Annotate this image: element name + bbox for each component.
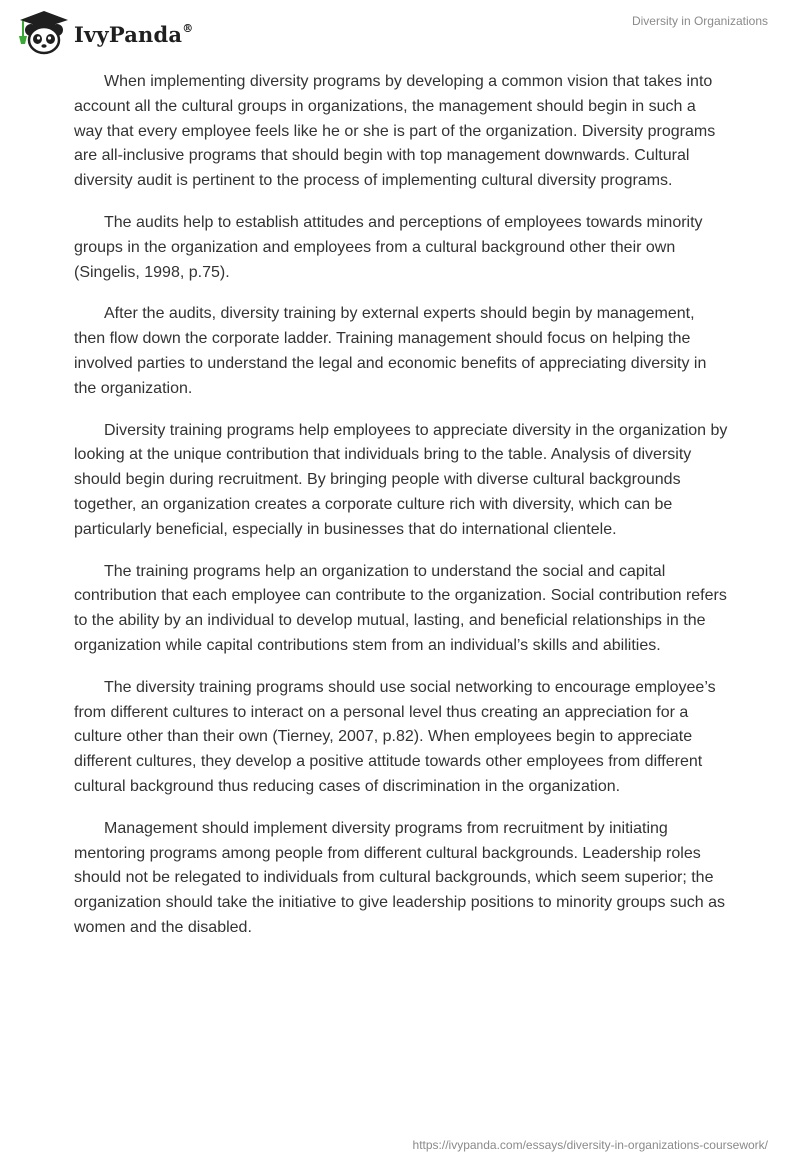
paragraph: The audits help to establish attitudes and perceptions of employees towards minority groups in the organization and employees from a cultural background other their own (Singelis, 1998, p.75). [74, 213, 703, 281]
ivypanda-logo[interactable] [14, 8, 193, 56]
paragraph: The training programs help an organization to understand the social and capital contribution that each employee can contribute to the organization. Social contribution refers to the ability by an individual to develop mutual, lasting, and beneficial relationships in the organization while capital contributions stem from an individual’s skills and abilities. [74, 562, 727, 654]
document-title: Diversity in Organizations [631, 14, 768, 28]
paragraph: Management should implement diversity programs from recruitment by initiating mentoring programs among people from different cultural backgrounds. Leadership roles should not be relegated to individuals from cultural backgrounds, which seem superior; the organization should take the initiative to give leadership positions to minority groups such as women and the disabled. [74, 819, 726, 936]
source-url[interactable]: https://ivypanda.com/essays/diversity-in-organizations-coursework/ [412, 1138, 768, 1152]
logo-wordmark [74, 22, 193, 47]
essay-body [74, 70, 728, 958]
paragraph: When implementing diversity programs by developing a common vision that takes into account all the cultural groups in organizations, the management should begin in such a way that every employee feels like he or she is part of the organization. Diversity programs are all-inclusive programs that should begin with top management downwards. Cultural diversity audit is pertinent to the process of implementing cultural diversity programs. [74, 73, 716, 190]
paragraph: After the audits, diversity training by external experts should begin by management, then flow down the corporate ladder. Training management should focus on helping the involved parties to understand the legal and economic benefits of appreciating diversity in the organization. [74, 305, 707, 397]
page-header [0, 0, 800, 64]
logo-name: IvyPanda [74, 21, 183, 47]
registered-mark: ® [182, 21, 194, 35]
paragraph: Diversity training programs help employees to appreciate diversity in the organization by looking at the unique contribution that individuals bring to the table. Analysis of diversity should begin during recruitment. By bringing people with diverse cultural backgrounds together, an organization creates a corporate culture rich with diversity, which can be particularly beneficial, especially in businesses that do international clientele. [74, 421, 728, 538]
paragraph: The diversity training programs should use social networking to encourage employee’s from different cultures to interact on a personal level thus creating an appreciation for a culture other than their own (Tierney, 2007, p.82). When employees begin to appreciate different cultures, they develop a positive attitude towards other employees from different cultural background thus reducing cases of discrimination in the organization. [74, 678, 716, 795]
panda-graduation-cap-icon [14, 8, 70, 56]
